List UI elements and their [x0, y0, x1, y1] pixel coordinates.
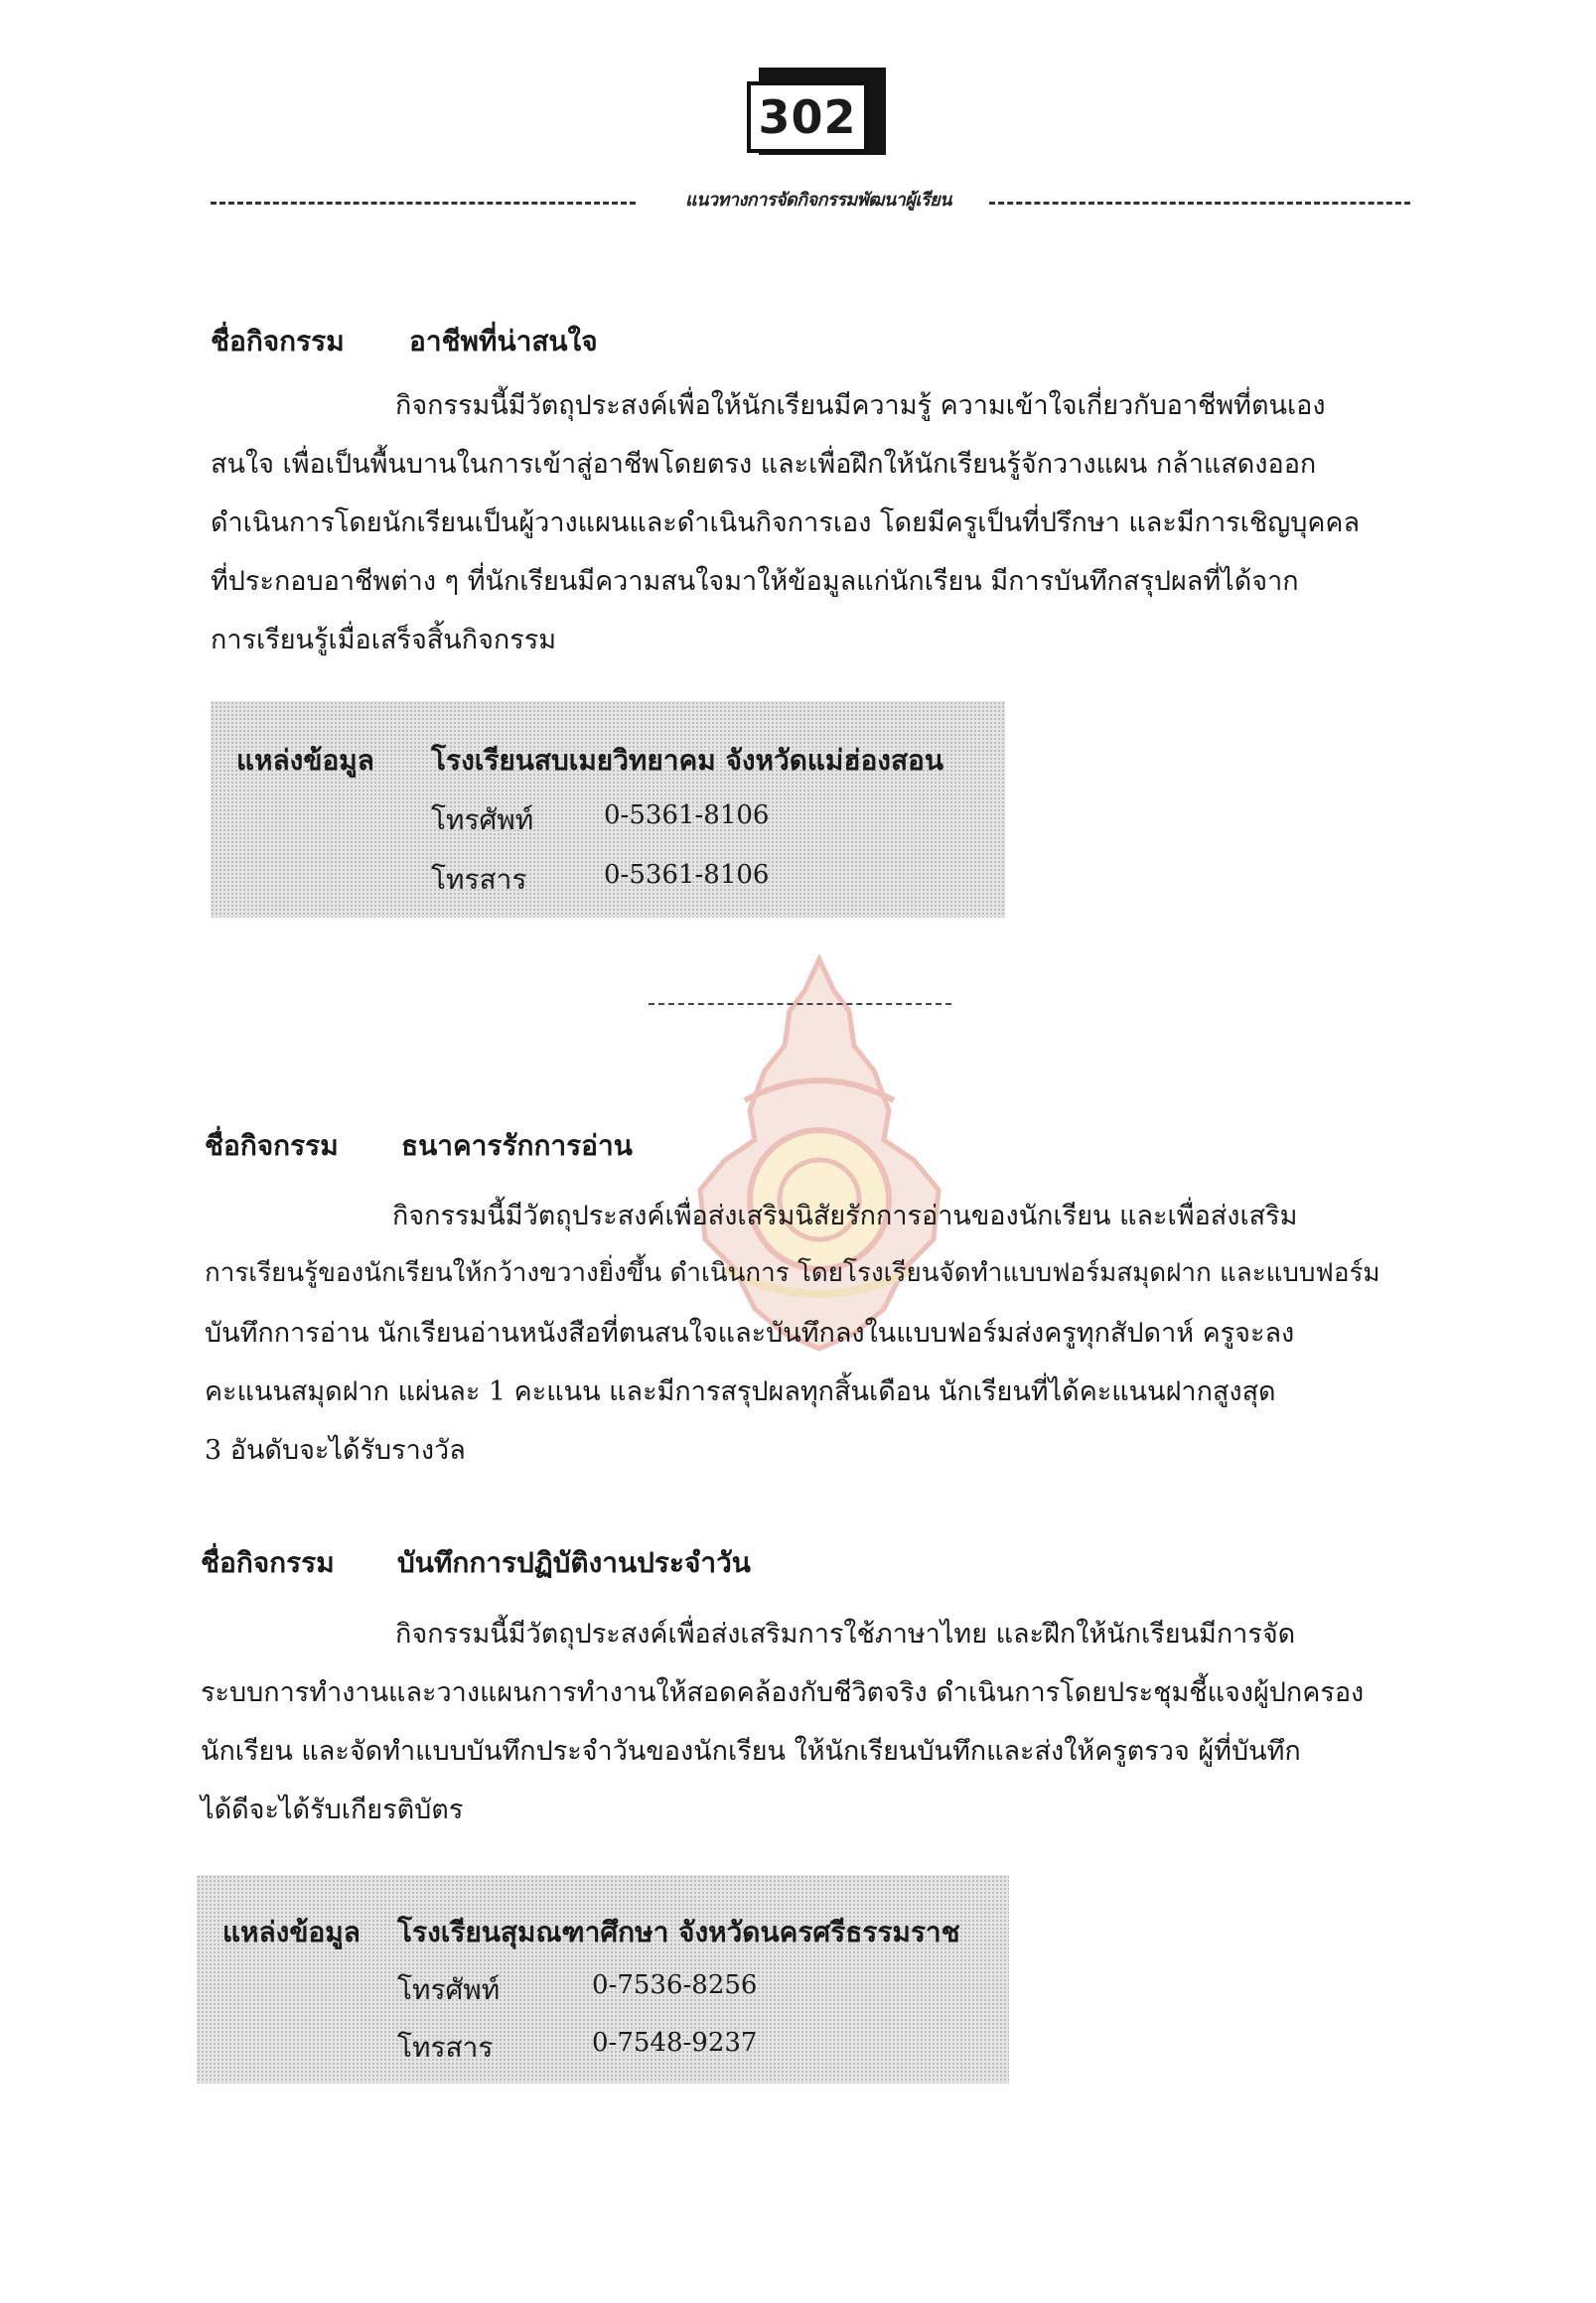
activity-2-line-1: กิจกรรมนี้มีวัตถุประสงค์เพื่อส่งเสริมนิสัยรักการอ่านของนักเรียน และเพื่อส่งเสริม	[392, 1201, 1298, 1231]
source-1-phone: 0-5361-8106	[604, 800, 770, 830]
source-2-phone: 0-7536-8256	[592, 1970, 758, 2000]
activity-3-line-3: นักเรียน และจัดทำแบบบันทึกประจำวันของนักเรียน ให้นักเรียนบันทึกและส่งให้ครูตรวจ ผู้ที่บันทึก	[201, 1736, 1301, 1767]
activity-2-line-4: คะแนนสมุดฝาก แผ่นละ 1 คะแนน และมีการสรุปผลทุกสิ้นเดือน นักเรียนที่ได้คะแนนฝากสูงสุด	[205, 1376, 1276, 1407]
section-separator	[649, 1003, 951, 1005]
activity-3-name: บันทึกการปฏิบัติงานประจำวัน	[397, 1546, 751, 1579]
source-1-label: แหล่งข้อมูล	[236, 744, 374, 777]
activity-1-line-3: ดำเนินการโดยนักเรียนเป็นผู้วางแผนและดำเนินกิจการเอง โดยมีครูเป็นที่ปรึกษา และมีการเชิญบุคคล	[211, 507, 1361, 538]
activity-1-line-1: กิจกรรมนี้มีวัตถุประสงค์เพื่อให้นักเรียนมีความรู้ ความเข้าใจเกี่ยวกับอาชีพที่ตนเอง	[395, 390, 1326, 421]
source-1-fax: 0-5361-8106	[604, 860, 770, 890]
source-2-phone-label: โทรศัพท์	[397, 1973, 501, 2006]
activity-3-line-2: ระบบการทำงานและวางแผนการทำงานให้สอดคล้องกับชีวิตจริง ดำเนินการโดยประชุมชี้แจงผู้ปกครอง	[201, 1677, 1365, 1708]
running-header: แนวทางการจัดกิจกรรมพัฒนาผู้เรียน	[685, 190, 951, 211]
activity-2-label: ชื่อกิจกรรม	[205, 1129, 339, 1162]
header-rule-right	[989, 202, 1410, 205]
source-1-phone-label: โทรศัพท์	[431, 803, 534, 836]
activity-1-line-5: การเรียนรู้เมื่อเสร็จสิ้นกิจกรรม	[211, 625, 557, 655]
source-2-fax: 0-7548-9237	[592, 2028, 758, 2058]
source-1-school: โรงเรียนสบเมยวิทยาคม จังหวัดแม่ฮ่องสอน	[431, 744, 944, 777]
activity-2-line-3: บันทึกการอ่าน นักเรียนอ่านหนังสือที่ตนสนใจและบันทึกลงในแบบฟอร์มส่งครูทุกสัปดาห์ ครูจะลง	[205, 1318, 1295, 1349]
school-seal-watermark-icon	[685, 951, 953, 1359]
activity-3-line-4: ได้ดีจะได้รับเกียรติบัตร	[201, 1795, 464, 1825]
source-box-2	[197, 1875, 1009, 2084]
activity-3-line-1: กิจกรรมนี้มีวัตถุประสงค์เพื่อส่งเสริมการใช้ภาษาไทย และฝึกให้นักเรียนมีการจัด	[395, 1619, 1296, 1650]
activity-1-line-4: ที่ประกอบอาชีพต่าง ๆ ที่นักเรียนมีความสนใจมาให้ข้อมูลแก่นักเรียน มีการบันทึกสรุปผลที่ได้จาก	[211, 566, 1299, 597]
source-box-1	[211, 701, 1005, 918]
source-2-fax-label: โทรสาร	[397, 2031, 494, 2064]
activity-2-line-5: 3 อันดับจะได้รับรางวัล	[205, 1435, 466, 1466]
source-2-label: แหล่งข้อมูล	[222, 1916, 361, 1948]
activity-1-label: ชื่อกิจกรรม	[211, 325, 345, 358]
activity-2-name: ธนาคารรักการอ่าน	[401, 1129, 633, 1162]
page-number: 302	[747, 81, 868, 153]
activity-1-line-2: สนใจ เพื่อเป็นพื้นบานในการเข้าสู่อาชีพโดยตรง และเพื่อฝึกให้นักเรียนรู้จักวางแผน กล้าแสดงออก	[211, 449, 1317, 480]
source-1-fax-label: โทรสาร	[431, 863, 527, 896]
header-rule-left	[211, 202, 636, 205]
activity-3-label: ชื่อกิจกรรม	[201, 1546, 335, 1579]
source-2-school: โรงเรียนสุมณฑาศึกษา จังหวัดนครศรีธรรมราช	[397, 1916, 960, 1948]
activity-1-name: อาชีพที่น่าสนใจ	[409, 325, 598, 358]
activity-2-line-2: การเรียนรู้ของนักเรียนให้กว้างขวางยิ่งขึ้น ดำเนินการ โดยโรงเรียนจัดทำแบบฟอร์มสมุดฝาก และแบบฟอร์ม	[205, 1258, 1380, 1288]
